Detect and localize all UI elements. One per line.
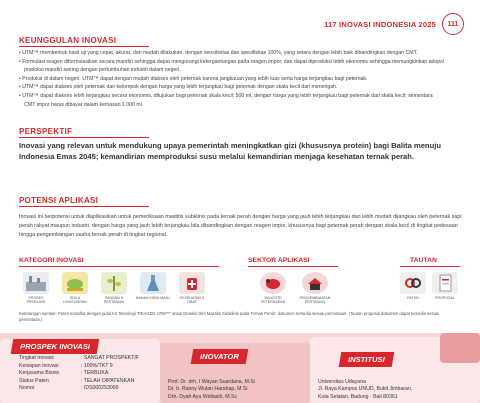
keunggulan-item: • UTM™ dapat diakses lebih terjangkau secara ekonomis, ditujukan bagi peternak skala kecil: 500 ml, dengan harga yang lebih terjangkau bagi peternak dari skala kecil; sementara CMT impor harus dibayar dalam kemasan 1.000 ml. (19, 92, 433, 108)
sektor-rule (248, 266, 338, 267)
medicine-icon (179, 272, 205, 294)
keunggulan-list (19, 49, 445, 109)
potensi-rule (19, 206, 149, 207)
kategori-item: PANGAN & PERTANIAN (97, 272, 131, 305)
inovator-name: Drh. Dyah Ayu Widiasih, M.Sc (168, 393, 238, 400)
document-icon (432, 272, 458, 294)
perspektif-title: PERSPEKTIF (19, 127, 73, 136)
tautan-paten-link[interactable]: PATEN (396, 272, 430, 300)
prospek-row: Kerjasama Bisnis : TERBUKA (19, 370, 109, 377)
kategori-title: KATEGORI INOVASI (19, 257, 84, 264)
tautan-title: TAUTAN (410, 257, 437, 264)
keunggulan-item: • Produksi di dalam negeri. UTM™ dapat dengan mudah diakses oleh peternak karena jangkauan yang lebih luas serta harga terjangkau bagi peternak. (19, 75, 368, 82)
cow-icon (260, 272, 286, 294)
prospek-row: Status Paten : TELAH DIPATENKAN (19, 377, 135, 384)
kategori-item: SDA & LINGKUNGAN (58, 272, 92, 305)
prospek-tab: PROSPEK INOVASI (11, 339, 100, 354)
perspektif-text: Inovasi yang relevan untuk mendukung upaya pemerintah meningkatkan gizi (khususnya protein) bagi Balita menuju Indonesia Emas 2045; kemandirian memproduksi susu melalui kemandirian menjaga kesehatan ternak perah. (19, 141, 441, 162)
page-number-badge: 111 (442, 13, 464, 35)
institusi-line: Universitas Udayana (318, 379, 366, 385)
page-header (324, 13, 464, 35)
kategori-item: PROSES PRODUKSI (19, 272, 53, 305)
institusi-tab: INSTITUSI (339, 352, 394, 367)
keunggulan-title: KEUNGGULAN INOVASI (19, 36, 117, 45)
sektor-item: INDUSTRI PETERNAKAN (256, 272, 290, 305)
sektor-title: SEKTOR APLIKASI (248, 257, 310, 264)
potensi-title: POTENSI APLIKASI (19, 196, 99, 205)
factory-icon (23, 272, 49, 294)
prospek-row: Kesiapan Inovasi : 100%/TKT 9 (19, 362, 113, 369)
book-title: 117 INOVASI INDONESIA 2025 (324, 19, 436, 29)
institusi-line: Jl. Raya Kampus UNUD, Bukit Jimbaran, (318, 386, 413, 393)
keunggulan-item: • UTM™ membentuk hasil uji yang cepat, akurat, dan mudah dilakukan, dengan sensitivitas dan spesifisitas 100%, yang setara dengan lebih baik dibandingkan dengan CMT. (19, 50, 418, 56)
kategori-item: KESEHATAN & OBAT (175, 272, 209, 305)
grain-icon (101, 272, 127, 294)
institusi-address (318, 379, 468, 401)
inovator-name: Dr. Ir. Ranny Wulan Harahap, M.Si (168, 386, 248, 393)
prospek-row: Tingkat Inovasi : SANGAT PROSPEKTIF (19, 355, 140, 361)
keunggulan-item: • UTM™ dapat diakses oleh peternak dan kelompok dengan harga yang lebih terjangkau bagi peternak dengan skala kecil dan menengah. (19, 84, 338, 91)
prospek-row: Nomor : IDS000253000 (19, 385, 119, 392)
chain-link-icon (400, 272, 426, 294)
keunggulan-item: • Formulasi reagen diformulasikan secara mandiri sehingga dapat mengurangi ketergantungan pada reagen impor, dan dapat diproduksi lebih ekonomis sehingga memungkinkan adopsi produksi mandiri seiring dengan pertumbuhan industri dalam negeri. (19, 58, 444, 74)
prospek-table (19, 355, 151, 393)
footnote: Keterangan sumber: Paten terdaftar dengan judul Kit Teknologi 'REAGEN UTM™' untuk Deteksi Dini Mastitis Subklinis pada Ternak Perah; dokumen tersedia sesuai permintaan. (Tautan proposal dokumen dapat tersedia sesuai permintaan.) (19, 311, 440, 322)
leaf-icon (62, 272, 88, 294)
inovator-list (168, 379, 298, 401)
institusi-line: Kuta Selatan, Badung - Bali 80361 (318, 393, 398, 400)
inovator-name: Prof. Dr. drh. I Wayan Suardana, M.Si (168, 379, 255, 385)
kategori-item: BAHAN KIMIA MAJU (136, 272, 170, 300)
farm-icon (302, 272, 328, 294)
inovator-tab: INOVATOR (191, 349, 248, 364)
tautan-rule (400, 266, 460, 267)
keunggulan-rule (19, 46, 149, 47)
tautan-proposal-link[interactable]: PROPOSAL (428, 272, 462, 300)
perspektif-rule (19, 137, 149, 138)
kategori-rule (19, 266, 219, 267)
potensi-text: Inovasi ini berpotensi untuk diaplikasikan untuk pemeriksaan mastitis subklinis pada ternak perah dengan harga yang jauh lebih terjangkau dan lebih mudah dijangkau oleh peternak sapi perah rakyat maupun industri, dengan harga yang jauh lebih terjangkau bila dibandingkan dengan reagen impor, khususnya bagi peternak perah dengan skala kecil di tingkat pedesaan hingga pengembangan usaha ternak perah di tingkat regional. (19, 214, 462, 238)
sektor-item: PENGEMBANGAN PERTANIAN (298, 272, 332, 305)
flask-icon (140, 272, 166, 294)
